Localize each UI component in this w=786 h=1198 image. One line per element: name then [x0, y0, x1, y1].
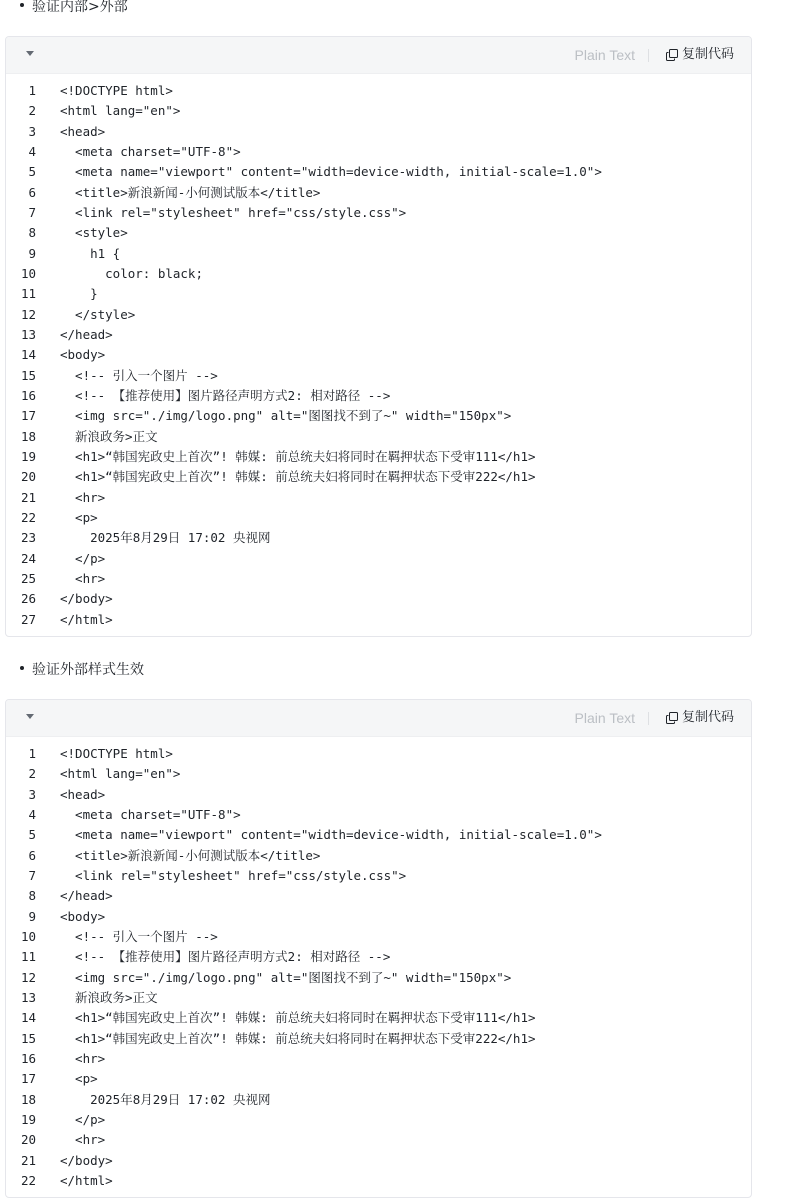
line-content: <!-- 引入一个图片 -->	[60, 928, 218, 944]
code-line	[6, 1008, 751, 1028]
line-content: <hr>	[60, 1050, 106, 1066]
code-line	[6, 1130, 751, 1150]
line-content: color: black;	[60, 265, 203, 281]
line-number: 20	[20, 1132, 36, 1148]
code-line	[6, 1049, 751, 1069]
line-content: </body>	[60, 591, 113, 607]
line-number: 21	[20, 489, 36, 505]
line-number: 6	[28, 184, 36, 200]
code-line	[6, 223, 751, 243]
line-number: 9	[28, 245, 36, 261]
line-content: <p>	[60, 509, 98, 525]
line-number: 19	[20, 1111, 36, 1127]
line-content: </html>	[60, 1172, 113, 1188]
line-content: </body>	[60, 1152, 113, 1168]
code-line	[6, 846, 751, 866]
line-content: <head>	[60, 123, 106, 139]
code-line	[6, 549, 751, 569]
code-line	[6, 825, 751, 845]
line-content: 新浪政务>正文	[60, 989, 158, 1005]
code-line	[6, 907, 751, 927]
code-line	[6, 569, 751, 589]
code-line	[6, 325, 751, 345]
line-number: 3	[28, 786, 36, 802]
line-number: 9	[28, 908, 36, 924]
copy-code-button[interactable]	[666, 46, 734, 64]
line-content: <!DOCTYPE html>	[60, 83, 173, 98]
line-number: 24	[20, 550, 36, 566]
line-content: <hr>	[60, 489, 106, 505]
line-number: 20	[20, 469, 36, 485]
code-line	[6, 764, 751, 784]
copy-code-label: 复制代码	[681, 47, 734, 62]
code-line	[6, 968, 751, 988]
line-number: 16	[20, 387, 36, 403]
line-number: 4	[28, 143, 36, 159]
code-line	[6, 467, 751, 487]
code-line	[6, 589, 751, 609]
code-line	[6, 406, 751, 426]
code-line	[6, 785, 751, 805]
line-number: 5	[28, 827, 36, 843]
line-number: 10	[20, 265, 36, 281]
line-content: <head>	[60, 786, 106, 802]
line-number: 15	[20, 1030, 36, 1046]
line-content: </p>	[60, 1111, 106, 1127]
line-number: 11	[20, 949, 36, 965]
code-line	[6, 122, 751, 142]
line-content: <meta name="viewport" content="width=device-width, initial-scale=1.0">	[60, 827, 602, 843]
line-number: 5	[28, 164, 36, 180]
bullet-dot	[20, 3, 24, 7]
code-line	[6, 101, 751, 121]
line-content: <html lang="en">	[60, 103, 181, 119]
code-line	[6, 744, 751, 764]
line-content: <title>新浪新闻-小何测试版本</title>	[60, 184, 321, 200]
copy-icon	[666, 712, 678, 724]
code-line	[6, 366, 751, 386]
code-block	[5, 699, 752, 1198]
line-content: <meta charset="UTF-8">	[60, 806, 241, 822]
copy-code-button[interactable]	[666, 709, 734, 727]
code-line	[6, 488, 751, 508]
code-line	[6, 508, 751, 528]
code-line	[6, 927, 751, 947]
line-number: 8	[28, 888, 36, 904]
code-block-header	[6, 37, 751, 74]
line-content: <!-- 【推荐使用】图片路径声明方式2: 相对路径 -->	[60, 949, 391, 965]
code-line	[6, 305, 751, 325]
line-content: h1 {	[60, 245, 121, 261]
line-content: <!-- 引入一个图片 -->	[60, 367, 218, 383]
line-content: <link rel="stylesheet" href="css/style.css">	[60, 204, 407, 220]
line-content: <link rel="stylesheet" href="css/style.css">	[60, 867, 407, 883]
line-number: 22	[20, 1172, 36, 1188]
bullet-item	[20, 660, 144, 680]
line-number: 1	[28, 746, 36, 761]
code-line	[6, 528, 751, 548]
line-number: 6	[28, 847, 36, 863]
line-content: <title>新浪新闻-小何测试版本</title>	[60, 847, 321, 863]
line-number: 21	[20, 1152, 36, 1168]
code-line	[6, 886, 751, 906]
line-content: <!-- 【推荐使用】图片路径声明方式2: 相对路径 -->	[60, 387, 391, 403]
code-line	[6, 264, 751, 284]
code-line	[6, 1029, 751, 1049]
line-content: <h1>“韩国宪政史上首次”! 韩媒: 前总统夫妇将同时在羁押状态下受审222</h1>	[60, 469, 536, 485]
line-number: 13	[20, 326, 36, 342]
bullet-dot	[20, 666, 24, 670]
line-content: <html lang="en">	[60, 766, 181, 782]
code-line	[6, 142, 751, 162]
line-number: 18	[20, 1091, 36, 1107]
line-content: </p>	[60, 550, 106, 566]
line-number: 17	[20, 408, 36, 424]
line-content: </head>	[60, 888, 113, 904]
line-number: 13	[20, 989, 36, 1005]
line-content: <meta charset="UTF-8">	[60, 143, 241, 159]
line-number: 27	[20, 611, 36, 627]
code-line	[6, 386, 751, 406]
code-block	[5, 36, 752, 637]
code-line	[6, 427, 751, 447]
copy-icon	[666, 49, 678, 61]
line-number: 2	[28, 103, 36, 119]
header-divider	[648, 712, 649, 725]
line-content: }	[60, 286, 98, 302]
line-number: 18	[20, 428, 36, 444]
code-line	[6, 988, 751, 1008]
line-number: 12	[20, 306, 36, 322]
code-line	[6, 203, 751, 223]
line-content: <img src="./img/logo.png" alt="图图找不到了~" width="150px">	[60, 408, 512, 424]
code-line	[6, 1069, 751, 1089]
collapse-toggle-icon[interactable]	[26, 51, 34, 56]
code-language-label[interactable]: Plain Text	[574, 710, 635, 726]
line-number: 15	[20, 367, 36, 383]
code-line	[6, 284, 751, 304]
line-number: 26	[20, 591, 36, 607]
line-number: 16	[20, 1050, 36, 1066]
line-number: 4	[28, 806, 36, 822]
bullet-item	[20, 0, 128, 17]
line-content: </style>	[60, 306, 136, 322]
code-block-header	[6, 700, 751, 737]
code-line	[6, 244, 751, 264]
line-number: 3	[28, 123, 36, 139]
code-line	[6, 947, 751, 967]
line-number: 10	[20, 928, 36, 944]
line-number: 11	[20, 286, 36, 302]
line-number: 7	[28, 204, 36, 220]
line-content: <h1>“韩国宪政史上首次”! 韩媒: 前总统夫妇将同时在羁押状态下受审111</h1>	[60, 448, 536, 464]
line-number: 8	[28, 225, 36, 241]
code-line	[6, 1151, 751, 1171]
line-content: <meta name="viewport" content="width=device-width, initial-scale=1.0">	[60, 164, 602, 180]
header-divider	[648, 49, 649, 62]
code-line	[6, 447, 751, 467]
line-number: 17	[20, 1071, 36, 1087]
bullet-text: 验证外部样式生效	[32, 662, 144, 678]
line-number: 22	[20, 509, 36, 525]
code-language-label[interactable]: Plain Text	[574, 47, 635, 63]
line-number: 23	[20, 530, 36, 546]
code-line	[6, 805, 751, 825]
line-content: </html>	[60, 611, 113, 627]
code-line	[6, 610, 751, 630]
copy-code-label: 复制代码	[681, 710, 734, 725]
line-content: <h1>“韩国宪政史上首次”! 韩媒: 前总统夫妇将同时在羁押状态下受审111</h1>	[60, 1010, 536, 1026]
code-line	[6, 183, 751, 203]
line-number: 7	[28, 867, 36, 883]
line-content: <!DOCTYPE html>	[60, 746, 173, 761]
line-content: 新浪政务>正文	[60, 428, 158, 444]
line-number: 25	[20, 570, 36, 586]
line-number: 14	[20, 1010, 36, 1026]
collapse-toggle-icon[interactable]	[26, 714, 34, 719]
bullet-text: 验证内部>外部	[32, 0, 128, 15]
line-content: <hr>	[60, 570, 106, 586]
code-line	[6, 1090, 751, 1110]
line-content: 2025年8月29日 17:02 央视网	[60, 1091, 271, 1107]
line-content: <p>	[60, 1071, 98, 1087]
line-content: <img src="./img/logo.png" alt="图图找不到了~" width="150px">	[60, 969, 512, 985]
code-body	[6, 74, 751, 636]
code-line	[6, 345, 751, 365]
line-content: <h1>“韩国宪政史上首次”! 韩媒: 前总统夫妇将同时在羁押状态下受审222</h1>	[60, 1030, 536, 1046]
code-body	[6, 737, 751, 1197]
line-content: <hr>	[60, 1132, 106, 1148]
code-line	[6, 81, 751, 101]
line-number: 19	[20, 448, 36, 464]
line-number: 14	[20, 347, 36, 363]
line-content: <body>	[60, 347, 106, 363]
line-content: <style>	[60, 225, 128, 241]
line-number: 2	[28, 766, 36, 782]
line-number: 1	[28, 83, 36, 98]
code-line	[6, 1171, 751, 1191]
code-line	[6, 1110, 751, 1130]
line-number: 12	[20, 969, 36, 985]
line-content: 2025年8月29日 17:02 央视网	[60, 530, 271, 546]
line-content: </head>	[60, 326, 113, 342]
line-content: <body>	[60, 908, 106, 924]
code-line	[6, 866, 751, 886]
code-line	[6, 162, 751, 182]
